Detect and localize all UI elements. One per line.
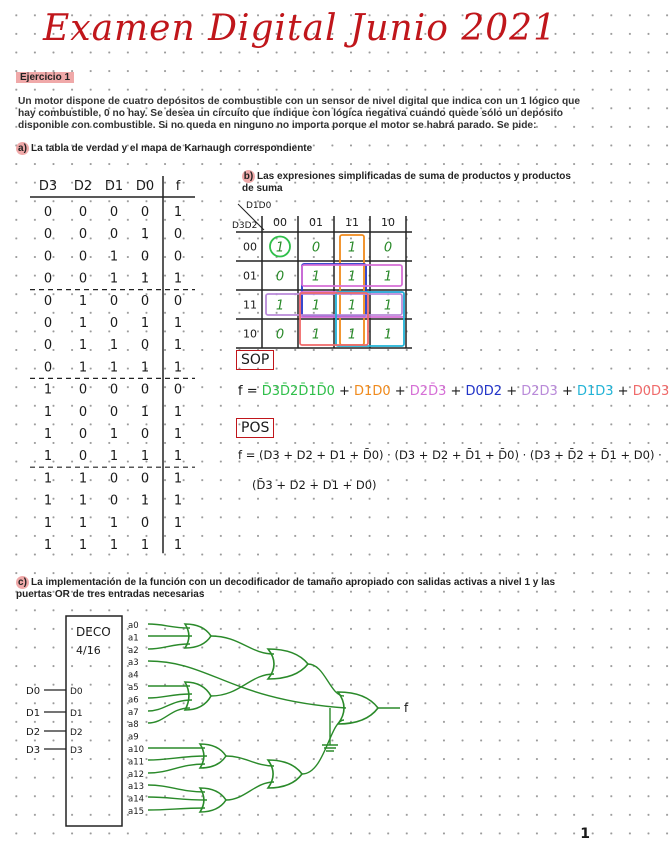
decoder-output-label: a11 [128, 757, 145, 768]
tt-cell: 0 [43, 249, 53, 265]
tt-cell: 1 [173, 205, 183, 220]
tt-cell: 1 [78, 515, 88, 531]
tt-cell: 1 [43, 404, 53, 420]
decoder-input-label: D3 [26, 745, 41, 756]
tt-header: D2 [73, 179, 93, 194]
pos-label: POS [236, 418, 274, 438]
tt-cell: 0 [109, 227, 119, 243]
or-gate [268, 760, 302, 788]
tt-cell: 1 [78, 471, 88, 487]
decoder-output-label: a14 [128, 794, 145, 805]
decoder-output-label: a6 [128, 695, 139, 706]
decoder-output-label: a5 [128, 683, 139, 693]
tt-cell: 1 [109, 515, 119, 531]
sop-plus: + [334, 384, 355, 399]
kmap-col-header: 01 [309, 216, 323, 229]
tt-cell: 1 [109, 271, 119, 287]
tt-cell: 0 [78, 449, 88, 465]
tt-cell: 1 [140, 404, 150, 420]
tt-cell: 0 [78, 271, 88, 287]
tt-cell: 0 [43, 227, 53, 243]
kmap-cell: 1 [347, 298, 357, 314]
tt-cell: 1 [109, 449, 119, 465]
circuit-wire [226, 756, 274, 766]
kmap-col-header: 10 [381, 216, 395, 229]
sop-plus: + [390, 384, 410, 399]
sop-term: D0D2 [465, 384, 503, 399]
tt-cell: 0 [140, 249, 150, 265]
circuit-wire [148, 785, 205, 792]
decoder-title: DECO [76, 625, 111, 639]
circuit-wire [148, 764, 205, 773]
tt-cell: 1 [173, 538, 183, 553]
tt-cell: 1 [43, 382, 53, 398]
tt-cell: 0 [140, 515, 150, 531]
exercise-label: Ejercicio 1 [16, 72, 74, 83]
tt-cell: 0 [78, 404, 88, 420]
pos-expression-line2: (D̄3 + D2 + D1 + D0) [252, 478, 377, 492]
sop-term: D̄3D̄2D̄1D̄0 [261, 384, 335, 399]
sop-expression [238, 384, 669, 399]
tt-cell: 0 [78, 205, 88, 220]
truth-table [30, 176, 195, 553]
tt-cell: 0 [109, 382, 119, 398]
tt-cell: 0 [78, 249, 88, 265]
kmap-corner-top: D1D0 [246, 201, 272, 211]
karnaugh-map [232, 201, 412, 348]
tt-cell: 1 [43, 427, 53, 442]
tt-cell: 1 [78, 493, 88, 509]
tt-header: D3 [38, 179, 58, 194]
kmap-cell: 1 [347, 327, 357, 343]
tt-cell: 0 [43, 360, 53, 376]
sop-term: D0D3 [632, 384, 669, 399]
tt-cell: 0 [173, 249, 183, 265]
kmap-cell: 0 [275, 269, 285, 285]
sop-term: D1D3 [576, 384, 614, 399]
kmap-cell: 0 [383, 240, 393, 256]
circuit-wire [148, 756, 207, 760]
tt-cell: 1 [173, 471, 183, 487]
tt-cell: 1 [78, 360, 88, 376]
kmap-row-header: 11 [243, 298, 257, 312]
tt-cell: 1 [173, 360, 183, 376]
tt-cell: 0 [43, 205, 53, 220]
kmap-cell: 1 [275, 298, 285, 314]
kmap-cell: 1 [383, 269, 393, 285]
tt-cell: 0 [140, 293, 150, 309]
tt-cell: 1 [173, 404, 183, 420]
tt-cell: 0 [109, 316, 119, 331]
tt-cell: 1 [173, 338, 183, 354]
decoder-output-label: a13 [128, 782, 145, 793]
sop-plus: + [502, 384, 522, 399]
sop-label: SOP [236, 350, 274, 370]
tt-cell: 1 [140, 271, 150, 287]
decoder-output-label: a9 [128, 732, 139, 743]
tt-cell: 0 [173, 293, 183, 309]
decoder-output-label: a8 [128, 720, 139, 731]
decoder-output-label: a4 [128, 670, 139, 681]
section-b-tag: b) [243, 171, 254, 182]
kmap-corner-left: D3D2 [232, 221, 258, 231]
tt-cell: 1 [43, 449, 53, 465]
tt-cell: 0 [43, 271, 53, 287]
tt-cell: 0 [43, 316, 53, 331]
tt-cell: 0 [140, 205, 150, 220]
tt-cell: 1 [140, 538, 150, 553]
decoder-output-label: a1 [128, 633, 139, 644]
tt-cell: 1 [173, 449, 183, 465]
tt-cell: 1 [43, 471, 53, 487]
tt-cell: 0 [78, 427, 88, 442]
tt-cell: 0 [78, 382, 88, 398]
tt-cell: 1 [78, 293, 88, 309]
decoder-pin-label: D1 [70, 709, 83, 719]
tt-cell: 0 [140, 338, 150, 354]
kmap-cell: 1 [311, 269, 321, 285]
tt-header: D1 [104, 179, 124, 194]
decoder-output-label: a15 [128, 807, 145, 817]
sop-plus: + [446, 384, 466, 399]
pos-line1: (D3 + D2 + D1 + D̄0) · (D3 + D2 + D̄1 + D̄0) · (D3 + D̄2 + D̄1 + D0) · [259, 448, 662, 462]
tt-cell: 1 [43, 493, 53, 509]
tt-cell: 1 [140, 316, 150, 331]
decoder-output-label: a3 [128, 658, 139, 669]
pos-expression-line1 [238, 448, 662, 462]
tt-cell: 1 [109, 360, 119, 376]
section-b-text: Las expresiones simplificadas de suma de productos y productos de suma [242, 171, 571, 194]
kmap-row-header: 10 [243, 327, 257, 341]
kmap-cell: 1 [383, 298, 393, 314]
circuit-wire [148, 808, 205, 810]
decoder-pin-label: D2 [70, 728, 83, 738]
sop-term: D1D0 [354, 384, 391, 399]
kmap-cell: 0 [275, 327, 285, 343]
decoder-output-label: a2 [128, 645, 139, 656]
tt-cell: 0 [173, 227, 183, 243]
tt-cell: 1 [78, 538, 88, 553]
section-c-text: La implementación de la función con un decodificador de tamaño apropiado con salidas activas a nivel 1 y las puertas OR de tres entradas necesarias [16, 577, 556, 600]
section-a-tag: a) [16, 142, 29, 155]
section-a-text: La tabla de verdad y el mapa de Karnaugh correspondiente [31, 143, 313, 154]
kmap-cell: 0 [311, 240, 321, 256]
tt-cell: 1 [173, 427, 183, 442]
tt-cell: 1 [109, 338, 119, 354]
tt-cell: 1 [173, 316, 183, 331]
decoder-input-label: D1 [26, 708, 41, 719]
tt-cell: 0 [43, 293, 53, 309]
circuit-wire [148, 661, 346, 708]
tt-cell: 0 [140, 382, 150, 398]
tt-cell: 1 [173, 493, 183, 509]
tt-cell: 0 [109, 493, 119, 509]
decoder-output-label: a0 [128, 621, 139, 631]
tt-cell: 1 [109, 427, 119, 442]
tt-header: f [175, 179, 181, 194]
circuit-wire [211, 636, 274, 654]
pos-prefix: f = [238, 448, 256, 462]
kmap-cell: 1 [311, 298, 321, 314]
section-c-tag: c) [16, 576, 29, 589]
circuit-wire [148, 797, 207, 800]
tt-cell: 1 [78, 338, 88, 354]
tt-cell: 0 [173, 382, 183, 398]
tt-cell: 1 [140, 227, 150, 243]
kmap-row-header: 00 [243, 240, 257, 254]
circuit-wire [308, 664, 344, 696]
decoder-output-label: a10 [128, 745, 145, 755]
kmap-cell: 1 [311, 327, 321, 343]
tt-cell: 1 [109, 538, 119, 553]
decoder-size: 4/16 [76, 644, 101, 657]
decoder-output-label: a7 [128, 707, 139, 718]
kmap-cell: 1 [383, 327, 393, 343]
tt-cell: 0 [109, 404, 119, 420]
circuit-output-label: f [404, 701, 409, 715]
sop-plus: + [557, 384, 577, 399]
sop-term: D2D̄3 [409, 384, 447, 399]
tt-cell: 0 [109, 293, 119, 309]
tt-cell: 0 [140, 471, 150, 487]
decoder-pin-label: D0 [70, 687, 83, 697]
tt-cell: 1 [140, 493, 150, 509]
exam-title: Examen Digital Junio 2021 [43, 8, 557, 49]
tt-cell: 1 [109, 249, 119, 265]
circuit-wire [211, 674, 274, 696]
tt-cell: 1 [43, 515, 53, 531]
kmap-cell: 1 [347, 269, 357, 285]
tt-header: D0 [135, 179, 155, 194]
tt-cell: 1 [78, 316, 88, 331]
page-number: 1 [580, 826, 590, 842]
sop-term: D2D3 [521, 384, 558, 399]
circuit-wire [302, 720, 344, 774]
tt-cell: 1 [173, 271, 183, 287]
kmap-cell: 1 [275, 240, 285, 256]
tt-cell: 0 [78, 227, 88, 243]
circuit-wire [148, 694, 192, 698]
tt-cell: 1 [173, 515, 183, 531]
decoder-pin-label: D3 [70, 746, 83, 756]
tt-cell: 1 [140, 449, 150, 465]
sop-plus: + [613, 384, 633, 399]
tt-cell: 0 [109, 471, 119, 487]
tt-cell: 1 [43, 538, 53, 553]
decoder-output-label: a12 [128, 769, 145, 780]
problem-statement: Un motor dispone de cuatro depósitos de combustible con un sensor de nivel digital que indica con un 1 lógico que hay combustible, 0 no hay. Se desea un circuito que indique con lógica negativa cuando quede sólo un depósito disponible con combustible. Si no queda en ninguno no importa porque el motor se habrá parado. Se pide: [18, 96, 581, 131]
kmap-col-header: 00 [273, 216, 287, 229]
tt-cell: 0 [109, 205, 119, 220]
circuit-wire [226, 782, 274, 800]
tt-cell: 0 [43, 338, 53, 354]
kmap-col-header: 11 [345, 216, 359, 229]
circuit-wire [148, 624, 190, 628]
decoder-input-label: D0 [26, 686, 41, 697]
kmap-cell: 1 [347, 240, 357, 256]
kmap-row-header: 01 [243, 269, 257, 283]
tt-cell: 0 [140, 427, 150, 442]
decoder-circuit [26, 616, 409, 826]
tt-cell: 1 [140, 360, 150, 376]
decoder-input-label: D2 [26, 727, 41, 738]
circuit-wire [148, 644, 190, 649]
sop-prefix: f = [238, 384, 258, 399]
